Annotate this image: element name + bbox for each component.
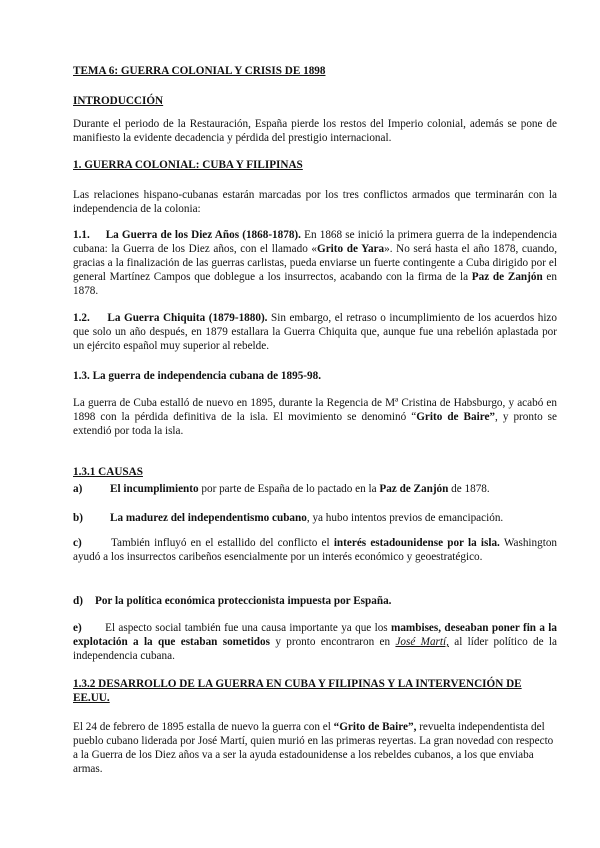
- grito-de-baire-2: “Grito de Baire”,: [333, 721, 417, 733]
- cause-e-label: e): [73, 622, 82, 634]
- cause-e-text-a: El aspecto social también fue una causa importante ya que los: [105, 622, 392, 634]
- intro-paragraph: Durante el periodo de la Restauración, España pierde los restos del Imperio colonial, además se pone de manifiesto la evidente decadencia y pérdida del prestigio internacional.: [73, 118, 557, 144]
- section-1-3-2-heading: 1.3.2 DESARROLLO DE LA GUERRA EN CUBA Y FILIPINAS Y LA INTERVENCIÓN DE EE.UU.: [73, 678, 522, 704]
- section-1-1-text-a: En 1868 se inició la primera guerra de la independencia cubana: la Guerra de los Diez años, con el llamado «: [73, 229, 558, 255]
- cause-a: [73, 482, 557, 496]
- section-1-2-number: 1.2.: [73, 312, 90, 324]
- cause-a-text-b: de 1878.: [448, 483, 490, 495]
- section-1-3-heading: 1.3. La guerra de independencia cubana de 1895-98.: [73, 370, 322, 382]
- cause-d: [73, 594, 557, 608]
- section-1-2-title: La Guerra Chiquita (1879-1880).: [107, 312, 268, 324]
- cause-a-label: a): [73, 483, 83, 495]
- cause-a-bold: El incumplimiento: [110, 483, 199, 495]
- section-1-1-number: 1.1.: [73, 229, 90, 241]
- cause-c: [73, 536, 557, 564]
- section-1-1-text-c: en 1878.: [73, 271, 557, 297]
- section-1-paragraph: Las relaciones hispano-cubanas estarán marcadas por los tres conflictos armados que terminarán con la independencia de la colonia:: [73, 189, 557, 215]
- cause-b-label: b): [73, 512, 83, 524]
- cause-e-text-b: y pronto encontraron en: [269, 636, 396, 648]
- section-1-1-paragraph: [73, 228, 557, 298]
- document-title: TEMA 6: GUERRA COLONIAL Y CRISIS DE 1898: [73, 65, 326, 77]
- cause-c-text-a: También influyó en el estallido del conflicto el: [111, 537, 334, 549]
- section-1-heading: 1. GUERRA COLONIAL: CUBA Y FILIPINAS: [73, 159, 303, 171]
- section-1-2-paragraph: [73, 311, 557, 353]
- cause-e: [73, 621, 557, 663]
- section-1-2-text: Sin embargo, el retraso o incumplimiento de los acuerdos hizo que solo un año después, en 1879 estallara la Guerra Chiquita que, aunque fue una rebelión aplastada por un ejército español muy superior al rebelde.: [73, 312, 557, 352]
- section-1-3-paragraph: [73, 396, 557, 438]
- cause-b-bold: La madurez del independentismo cubano: [110, 512, 307, 524]
- cause-a-bold-b: Paz de Zanjón: [379, 483, 449, 495]
- cause-c-bold: interés estadounidense por la isla.: [333, 537, 500, 549]
- cause-d-label: d): [73, 595, 83, 607]
- jose-marti-link: José Martí,: [395, 636, 449, 648]
- section-1-3-text-a: La guerra de Cuba estalló de nuevo en 1895, durante la Regencia de Mª Cristina de Habsburgo, y acabó en 1898 con la pérdida definitiva de la isla. El movimiento se denominó “: [73, 397, 557, 423]
- cause-c-text-b: Washington ayudó a los insurrectos caribeños esencialmente por un interés económico y geoestratégico.: [73, 537, 558, 563]
- cause-b-text: , ya hubo intentos previos de emancipación.: [306, 512, 504, 524]
- cause-c-label: c): [73, 537, 82, 549]
- grito-de-baire: Grito de Baire”: [416, 411, 496, 423]
- cause-e-text-c: al líder político de la independencia cubana.: [73, 636, 557, 662]
- section-1-1-text-b: ». No será hasta el año 1878, cuando, gracias a la finalización de las guerras carlistas, pueda enviarse un fuerte contingente a Cuba dirigido por el general Martínez Campos que doblegue a los insurrectos, acabando con la firma de la: [73, 243, 558, 283]
- cause-e-bold: mambises, deseaban poner fin a la explotación a la que estaban sometidos: [73, 622, 558, 648]
- paz-de-zanjon: Paz de Zanjón: [471, 271, 543, 283]
- grito-de-yara: Grito de Yara: [317, 243, 385, 255]
- cause-b: [73, 511, 557, 525]
- section-1-3-text-b: , y pronto se extendió por toda la isla.: [73, 411, 557, 437]
- intro-heading: INTRODUCCIÓN: [73, 95, 164, 107]
- causes-heading: 1.3.1 CAUSAS: [73, 466, 143, 478]
- cause-a-text-a: por parte de España de lo pactado en la: [198, 483, 380, 495]
- section-1-3-2-text-a: El 24 de febrero de 1895 estalla de nuevo la guerra con el: [73, 721, 334, 733]
- section-1-1-title: La Guerra de los Diez Años (1868-1878).: [105, 229, 301, 241]
- cause-d-bold: Por la política económica proteccionista impuesta por España.: [95, 595, 392, 607]
- section-1-3-2-text-b: revuelta independentista del pueblo cubano liderada por José Martí, quien murió en las primeras reyertas. La gran novedad con respecto a la Guerra de los Diez años va a ser la ayuda estadounidense a los rebeldes cubanos, a los que enviaba armas.: [73, 721, 554, 775]
- section-1-3-2-paragraph: [73, 720, 557, 776]
